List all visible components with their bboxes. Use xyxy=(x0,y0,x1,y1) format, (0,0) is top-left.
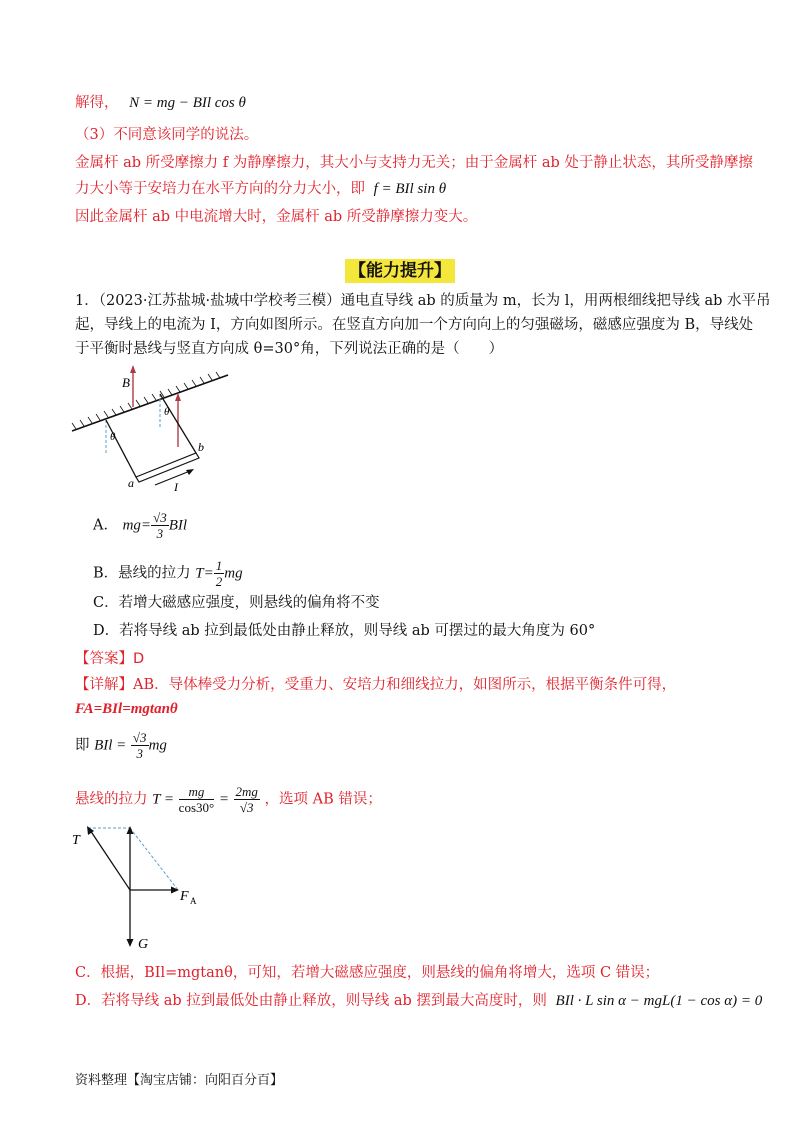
wire-ab xyxy=(136,453,199,482)
force-diagram xyxy=(70,820,210,955)
detail-line-2: FA=BIl=mgtanθ xyxy=(75,701,178,717)
option-b: B．悬线的拉力 T= $\frac{1}{2}$ mg xyxy=(93,558,243,589)
option-d: D．若将导线 ab 拉到最低处由静止释放，则导线 ab 可摆过的最大角度为 60° xyxy=(93,623,596,639)
fraction-sqrt3-over-3: $\frac{√3}{3}$ xyxy=(153,510,167,541)
label-b: b xyxy=(198,440,204,454)
label-F-subscript: A xyxy=(190,896,197,906)
reason-line-1: 金属杆 ab 所受摩擦力 f 为静摩擦力，其大小与支持力无关；由于金属杆 ab 处于静止状态，其所受静摩擦 xyxy=(75,155,753,171)
formula-energy: BIl · L sin α − mgL(1 − cos α) = 0 xyxy=(555,993,763,1009)
fraction-one-half: $\frac{1}{2}$ xyxy=(215,558,223,589)
field-arrowhead xyxy=(130,365,136,373)
string-1 xyxy=(106,420,136,477)
tension-vector xyxy=(90,830,130,890)
equation-tension: 悬线的拉力 T = $\frac{mg}{\cos 30^\circ}$ = $\frac{2mg}{√3}$ ，选项 AB 错误； xyxy=(75,784,382,815)
gravity-arrowhead xyxy=(127,939,134,947)
formula-normal-force: N = mg − BIl cos θ xyxy=(129,95,246,111)
solution-line-1: 解得， N = mg − BIl cos θ xyxy=(75,95,246,111)
section-heading: 【能力提升】 xyxy=(0,256,800,281)
label-I: I xyxy=(174,480,178,494)
conclusion-line: 因此金属杆 ab 中电流增大时，金属杆 ab 所受静摩擦力变大。 xyxy=(75,209,478,225)
question-line-1: 1．（2023·江苏盐城·盐城中学校考三模）通电直导线 ab 的质量为 m，长为 l，用两根细线把导线 ab 水平吊 xyxy=(75,293,771,309)
vertical-arrowhead xyxy=(127,826,134,834)
fraction-sqrt3-over-3-answer: $\frac{√3}{3}$ xyxy=(132,730,147,761)
fraction-mg-over-cos30: $\frac{mg}{\cos 30^\circ}$ xyxy=(178,784,215,815)
label-theta-2: θ xyxy=(164,406,170,418)
question-line-3: 于平衡时悬线与竖直方向成 θ=30°角，下列说法正确的是（ ） xyxy=(75,341,504,357)
question-line-2: 起，导线上的电流为 I，方向如图所示。在竖直方向加一个方向向上的匀强磁场，磁感应强度为 B，导线处 xyxy=(75,317,754,333)
label-T: T xyxy=(72,833,80,848)
ceiling-line xyxy=(72,375,228,431)
part3-label: （3）不同意该同学的说法。 xyxy=(75,127,259,143)
detail-line-1: 【详解】AB．导体棒受力分析，受重力、安培力和细线拉力，如图所示，根据平衡条件可得， xyxy=(75,677,677,693)
label-B: B xyxy=(122,375,130,390)
option-c: C．若增大磁感应强度，则悬线的偏角将不变 xyxy=(93,595,380,611)
dash-diagonal xyxy=(130,828,178,890)
option-a: A． mg= $\frac{√3}{3}$ BIl xyxy=(93,510,188,541)
reason-line-2: 力大小等于安培力在水平方向的分力大小，即 f = BIl sin θ xyxy=(75,181,447,197)
formula-friction: f = BIl sin θ xyxy=(373,181,447,197)
label-F: F xyxy=(180,889,189,904)
answer-label: 【答案】D xyxy=(75,651,145,667)
ceiling-hatch xyxy=(72,372,220,429)
label-theta-1: θ xyxy=(110,431,116,443)
label-a: a xyxy=(128,476,134,490)
answer-c-line: C．根据，BIl=mgtanθ，可知，若增大磁感应强度，则悬线的偏角将增大，选项 C 错误； xyxy=(75,965,660,981)
answer-d-line: D．若将导线 ab 拉到最低处由静止释放，则导线 ab 摆到最大高度时，则 BIl · L sin α − mgL(1 − cos α) = 0 xyxy=(75,993,763,1009)
label-G: G xyxy=(138,937,149,952)
fraction-2mg-over-sqrt3: $\frac{2mg}{√3}$ xyxy=(235,784,258,815)
ampere-arrowhead xyxy=(171,887,179,894)
footer-text: 资料整理【淘宝店铺：向阳百分百】 xyxy=(75,1073,284,1088)
equation-bil: 即 BIl = $\frac{√3}{3}$ mg xyxy=(75,730,167,761)
question-figure xyxy=(70,365,230,495)
